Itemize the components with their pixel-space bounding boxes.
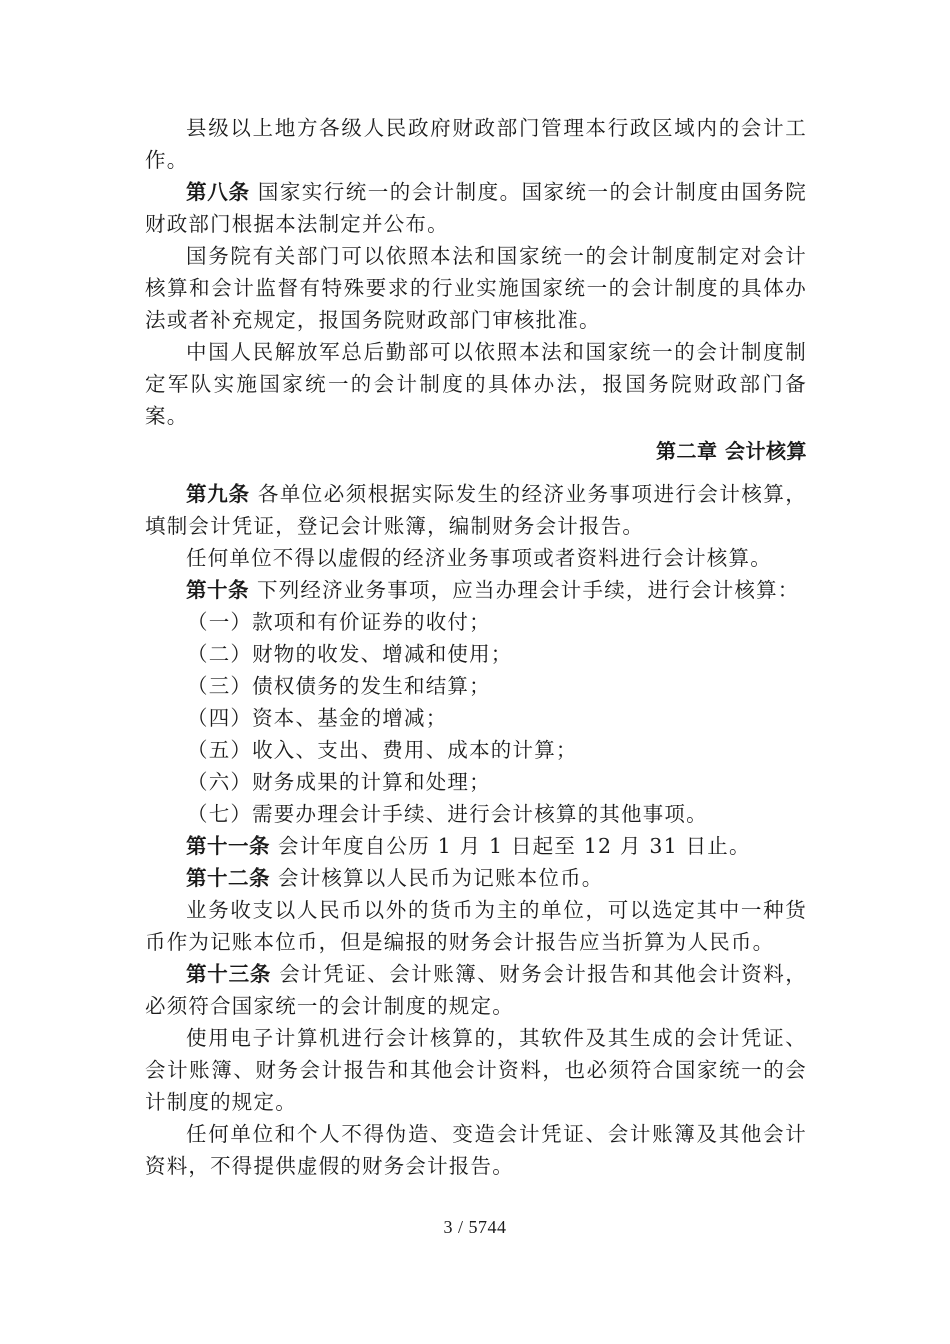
article-11-label: 第十一条 xyxy=(186,834,270,858)
list-item: （七）需要办理会计手续、进行会计核算的其他事项。 xyxy=(187,802,708,826)
article-10-text: 下列经济业务事项，应当办理会计手续，进行会计核算： xyxy=(257,578,800,602)
chapter-heading: 第二章 会计核算 xyxy=(656,439,807,463)
article-10-label: 第十条 xyxy=(186,578,249,602)
list-item: （二）财物的收发、增减和使用； xyxy=(187,642,513,666)
list-item: （六）财务成果的计算和处理； xyxy=(187,770,491,794)
article-13-paragraph-2: 使用电子计算机进行会计核算的，其软件及其生成的会计凭证、会计账簿、财务会计报告和其他会计资料，也必须符合国家统一的会计制度的规定。 xyxy=(145,1026,807,1114)
article-12-text: 会计核算以人民币为记账本位币。 xyxy=(278,866,604,890)
article-9-paragraph-2: 任何单位不得以虚假的经济业务事项或者资料进行会计核算。 xyxy=(186,546,772,570)
article-8 xyxy=(145,176,807,240)
article-9-text: 各单位必须根据实际发生的经济业务事项进行会计核算，填制会计凭证，登记会计账簿，编制财务会计报告。 xyxy=(145,482,808,538)
article-13 xyxy=(145,958,807,1022)
document-page xyxy=(145,112,807,1182)
list-item: （三）债权债务的发生和结算； xyxy=(187,674,491,698)
article-11 xyxy=(145,830,807,862)
article-9 xyxy=(145,478,807,542)
article-8-label: 第八条 xyxy=(186,180,250,204)
list-item: （五）收入、支出、费用、成本的计算； xyxy=(187,738,578,762)
article-13-paragraph-3: 任何单位和个人不得伪造、变造会计凭证、会计账簿及其他会计资料，不得提供虚假的财务会计报告。 xyxy=(145,1122,807,1178)
article-11-text: 会计年度自公历 1 月 1 日起至 12 月 31 日止。 xyxy=(278,834,751,858)
page-number: 3 / 5744 xyxy=(443,1217,507,1237)
article-8-paragraph-2: 国务院有关部门可以依照本法和国家统一的会计制度制定对会计核算和会计监督有特殊要求的行业实施国家统一的会计制度的具体办法或者补充规定，报国务院财政部门审核批准。 xyxy=(145,244,807,332)
article-13-text: 会计凭证、会计账簿、财务会计报告和其他会计资料，必须符合国家统一的会计制度的规定。 xyxy=(145,962,807,1018)
list-item: （四）资本、基金的增减； xyxy=(187,706,448,730)
article-9-label: 第九条 xyxy=(186,482,250,506)
article-8-paragraph-3: 中国人民解放军总后勤部可以依照本法和国家统一的会计制度制定军队实施国家统一的会计制度的具体办法，报国务院财政部门备案。 xyxy=(145,340,807,428)
paragraph-local-finance: 县级以上地方各级人民政府财政部门管理本行政区域内的会计工作。 xyxy=(145,116,807,172)
article-8-text: 国家实行统一的会计制度。国家统一的会计制度由国务院财政部门根据本法制定并公布。 xyxy=(145,180,808,236)
article-12-paragraph-2: 业务收支以人民币以外的货币为主的单位，可以选定其中一种货币作为记账本位币，但是编报的财务会计报告应当折算为人民币。 xyxy=(145,898,807,954)
article-12 xyxy=(145,862,807,894)
article-12-label: 第十二条 xyxy=(186,866,270,890)
article-13-label: 第十三条 xyxy=(186,962,272,986)
list-item: （一）款项和有价证券的收付； xyxy=(187,610,491,634)
article-10 xyxy=(145,574,807,606)
